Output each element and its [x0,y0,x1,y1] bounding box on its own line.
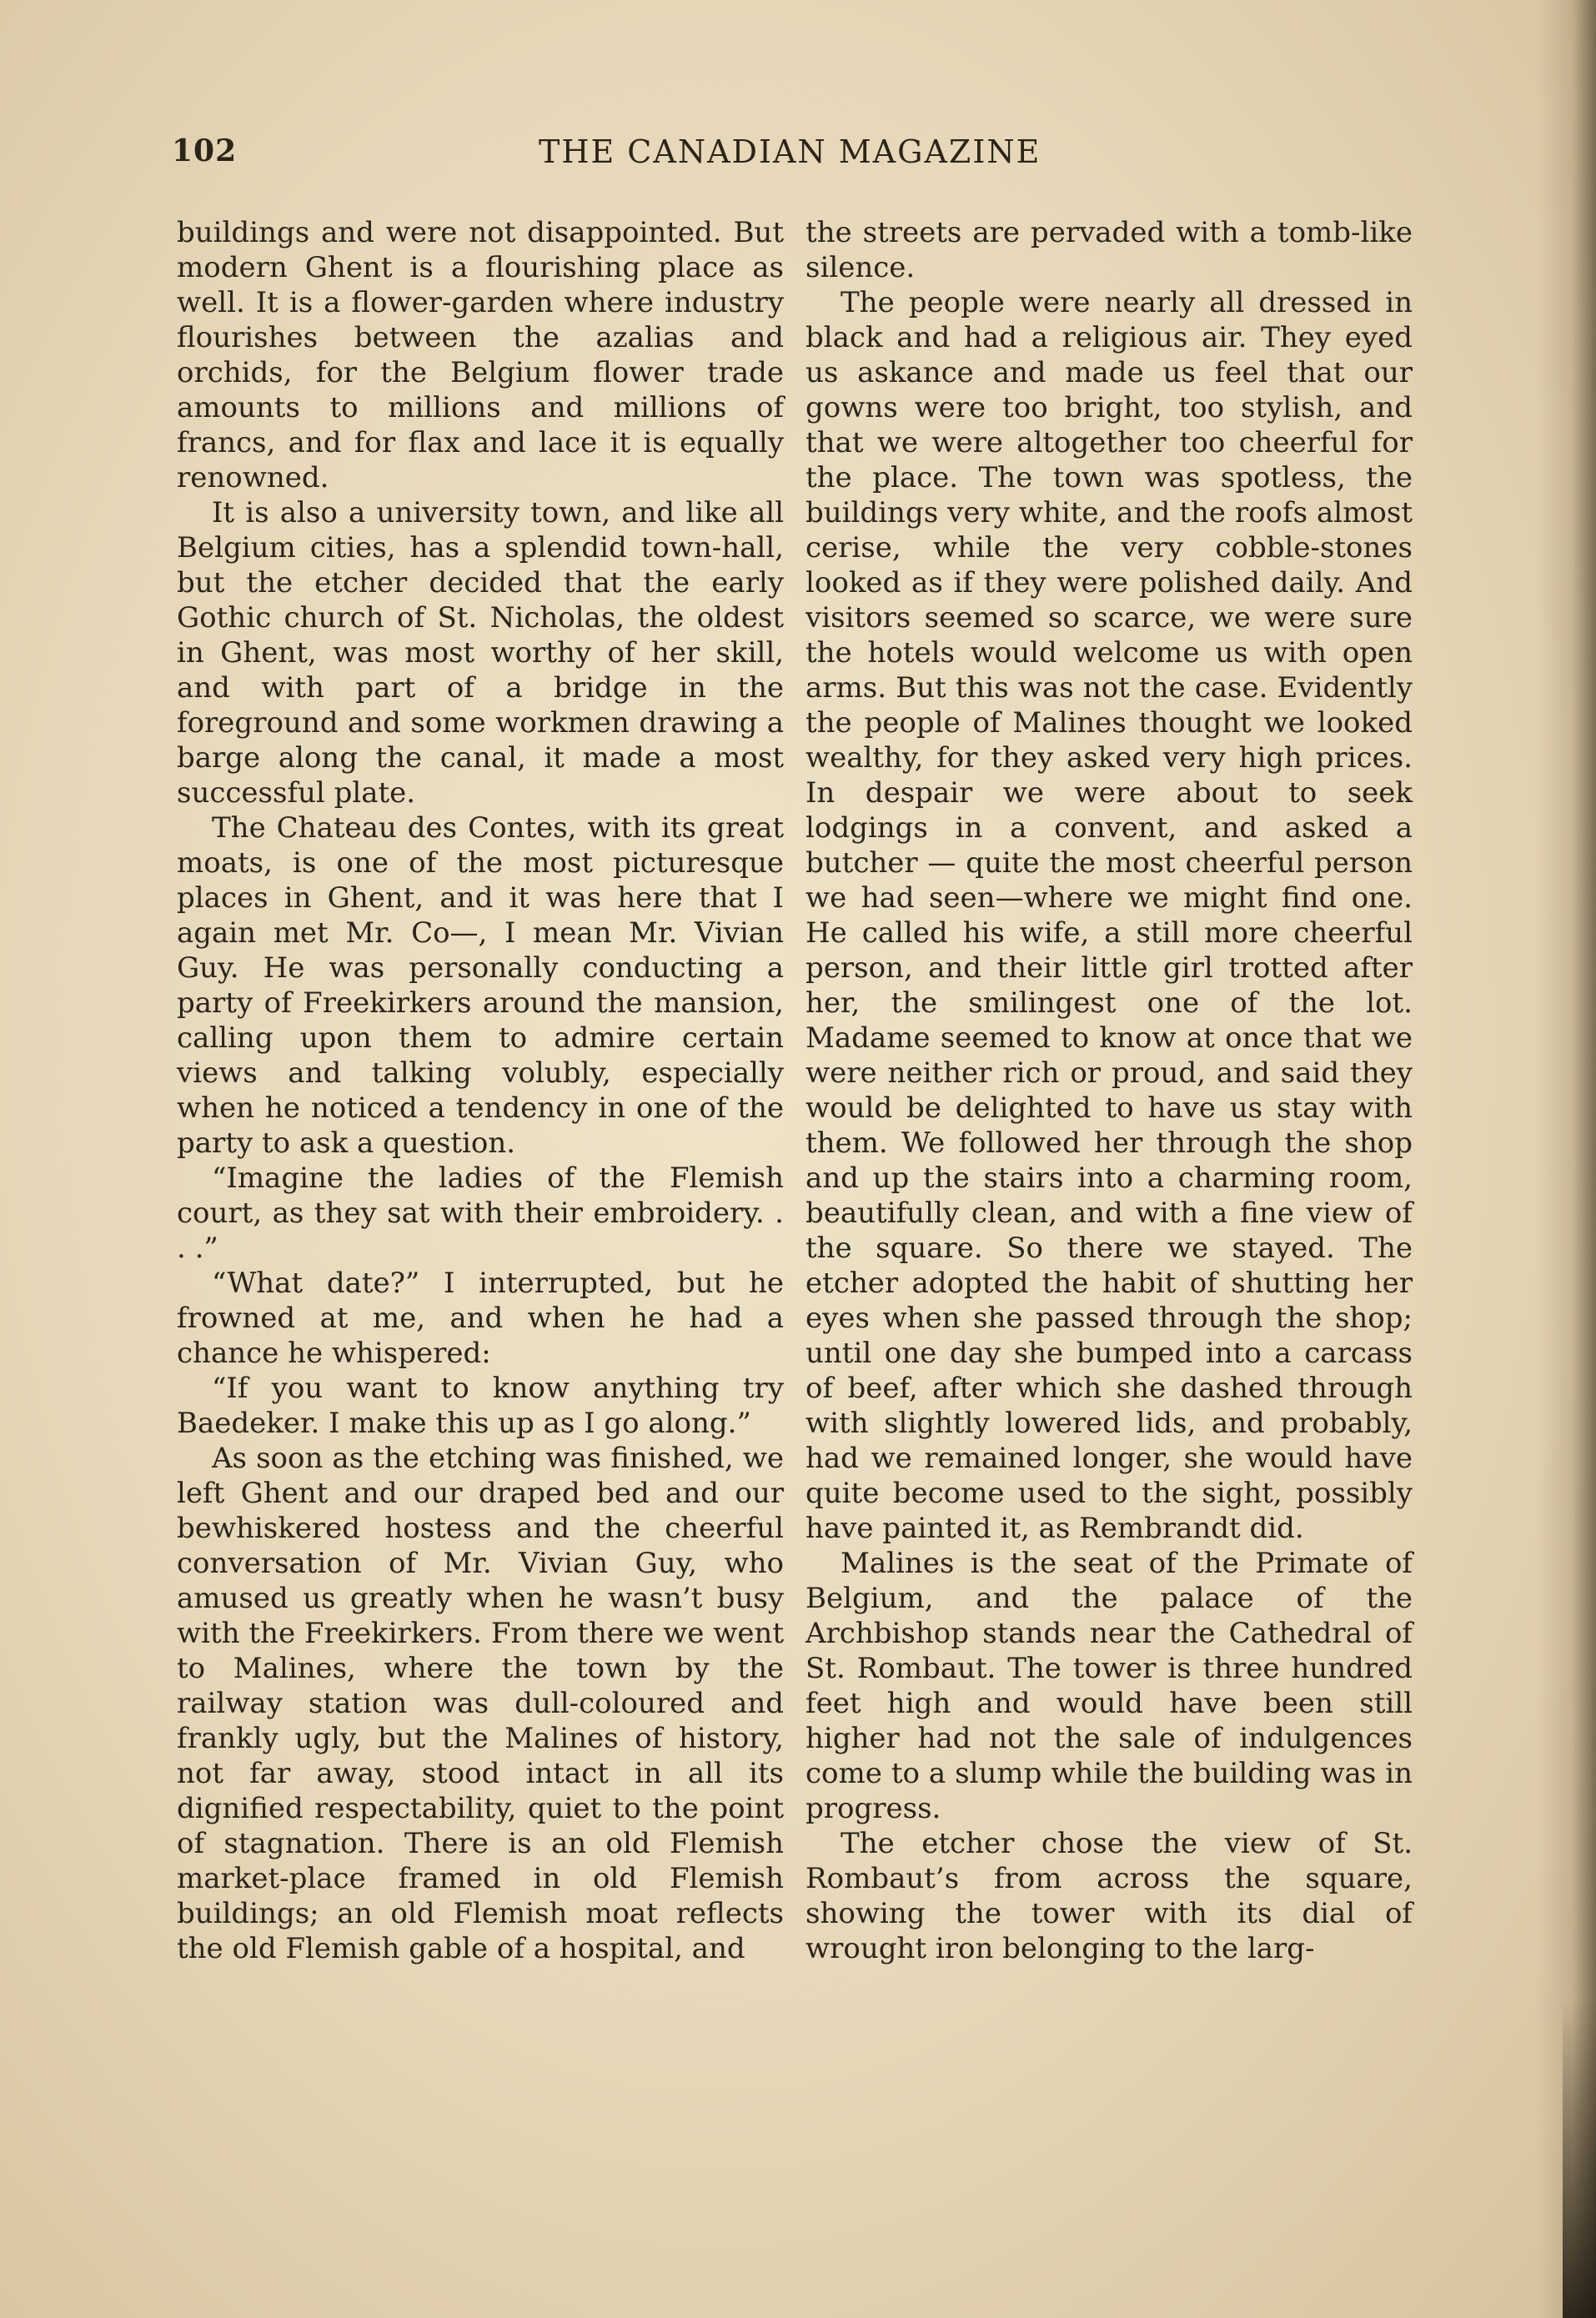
paragraph: As soon as the etching was finished, we left Ghent and our draped bed and our bewhiskered hostess and the cheerful conversation of Mr. Vivian Guy, who amused us greatly when he wasn’t busy with the Freekirkers. From there we went to Malines, where the town by the railway station was dull-coloured and frankly ugly, but the Malines of history, not far away, stood intact in all its dignified respectability, quiet to the point of stagnation. There is an old Flemish market-place framed in old Flemish buildings; an old Flemish moat reflects the old Flemish gable of a hospital, and [177,1442,784,1965]
paragraph: buildings and were not disappointed. But modern Ghent is a flourishing place as well. It is a flower-garden where industry flourishes between the azalias and orchids, for the Belgium flower trade amounts to millions and millions of francs, and for flax and lace it is equally renowned. [177,216,784,494]
paragraph: It is also a university town, and like all Belgium cities, has a splendid town-hall, but the etcher decided that the early Gothic church of St. Nicholas, the oldest in Ghent, was most worthy of her skill, and with part of a bridge in the foreground and some workmen drawing a barge along the canal, it made a most successful plate. [177,496,784,810]
magazine-title: THE CANADIAN MAGAZINE [539,133,1041,170]
paragraph: Malines is the seat of the Primate of Belgium, and the palace of the Archbishop stands near the Cathedral of St. Rombaut. The tower is three hundred feet high and would have been still higher had not the sale of indulgences come to a slump while the building was in progress. [806,1547,1413,1825]
paragraph: “Imagine the ladies of the Flemish court, as they sat with their embroidery. . . .” [177,1162,784,1265]
page-corner-shadow [1563,2001,1596,2318]
paragraph: The people were nearly all dressed in black and had a religious air. They eyed us askance and made us feel that our gowns were too bright, too stylish, and that we were altogether too cheerful for the place. The town was spotless, the buildings very white, and the roofs almost cerise, while the very cobble-stones looked as if they were polished daily. And visitors seemed so scarce, we were sure the hotels would welcome us with open arms. But this was not the case. Evidently the people of Malines thought we looked wealthy, for they asked very high prices. In despair we were about to seek lodgings in a convent, and asked a butcher — quite the most cheerful person we had seen—where we might find one. He called his wife, a still more cheerful person, and their little girl trotted after her, the smilingest one of the lot. Madame seemed to know at once that we were neither rich or proud, and said they would be delighted to have us stay with them. We followed her through the shop and up the stairs into a charming room, beautifully clean, and with a fine view of the square. So there we stayed. The etcher adopted the habit of shutting her eyes when she passed through the shop; until one day she bumped into a carcass of beef, after which she dashed through with slightly lowered lids, and probably, had we remained longer, she would have quite become used to the sight, possibly have painted it, as Rembrandt did. [806,286,1413,1545]
page-edge-shadow [1538,0,1596,2318]
paragraph: The Chateau des Contes, with its great moats, is one of the most picturesque places in Ghent, and it was here that I again met Mr. Co—, I mean Mr. Vivian Guy. He was personally conducting a party of Freekirkers around the mansion, calling upon them to admire certain views and talking volubly, especially when he noticed a tendency in one of the party to ask a question. [177,811,784,1160]
running-head [172,133,1406,175]
page-number: 102 [172,133,238,168]
paragraph: the streets are pervaded with a tomb-like silence. [806,216,1413,284]
paragraph: “If you want to know anything try Baedeker. I make this up as I go along.” [177,1372,784,1440]
paragraph: The etcher chose the view of St. Rombaut’s from across the square, showing the tower with its dial of wrought iron belonging to the larg- [806,1827,1413,1965]
right-column [806,215,1413,1966]
left-column [177,215,784,1966]
paragraph: “What date?” I interrupted, but he frowned at me, and when he had a chance he whispered: [177,1267,784,1370]
